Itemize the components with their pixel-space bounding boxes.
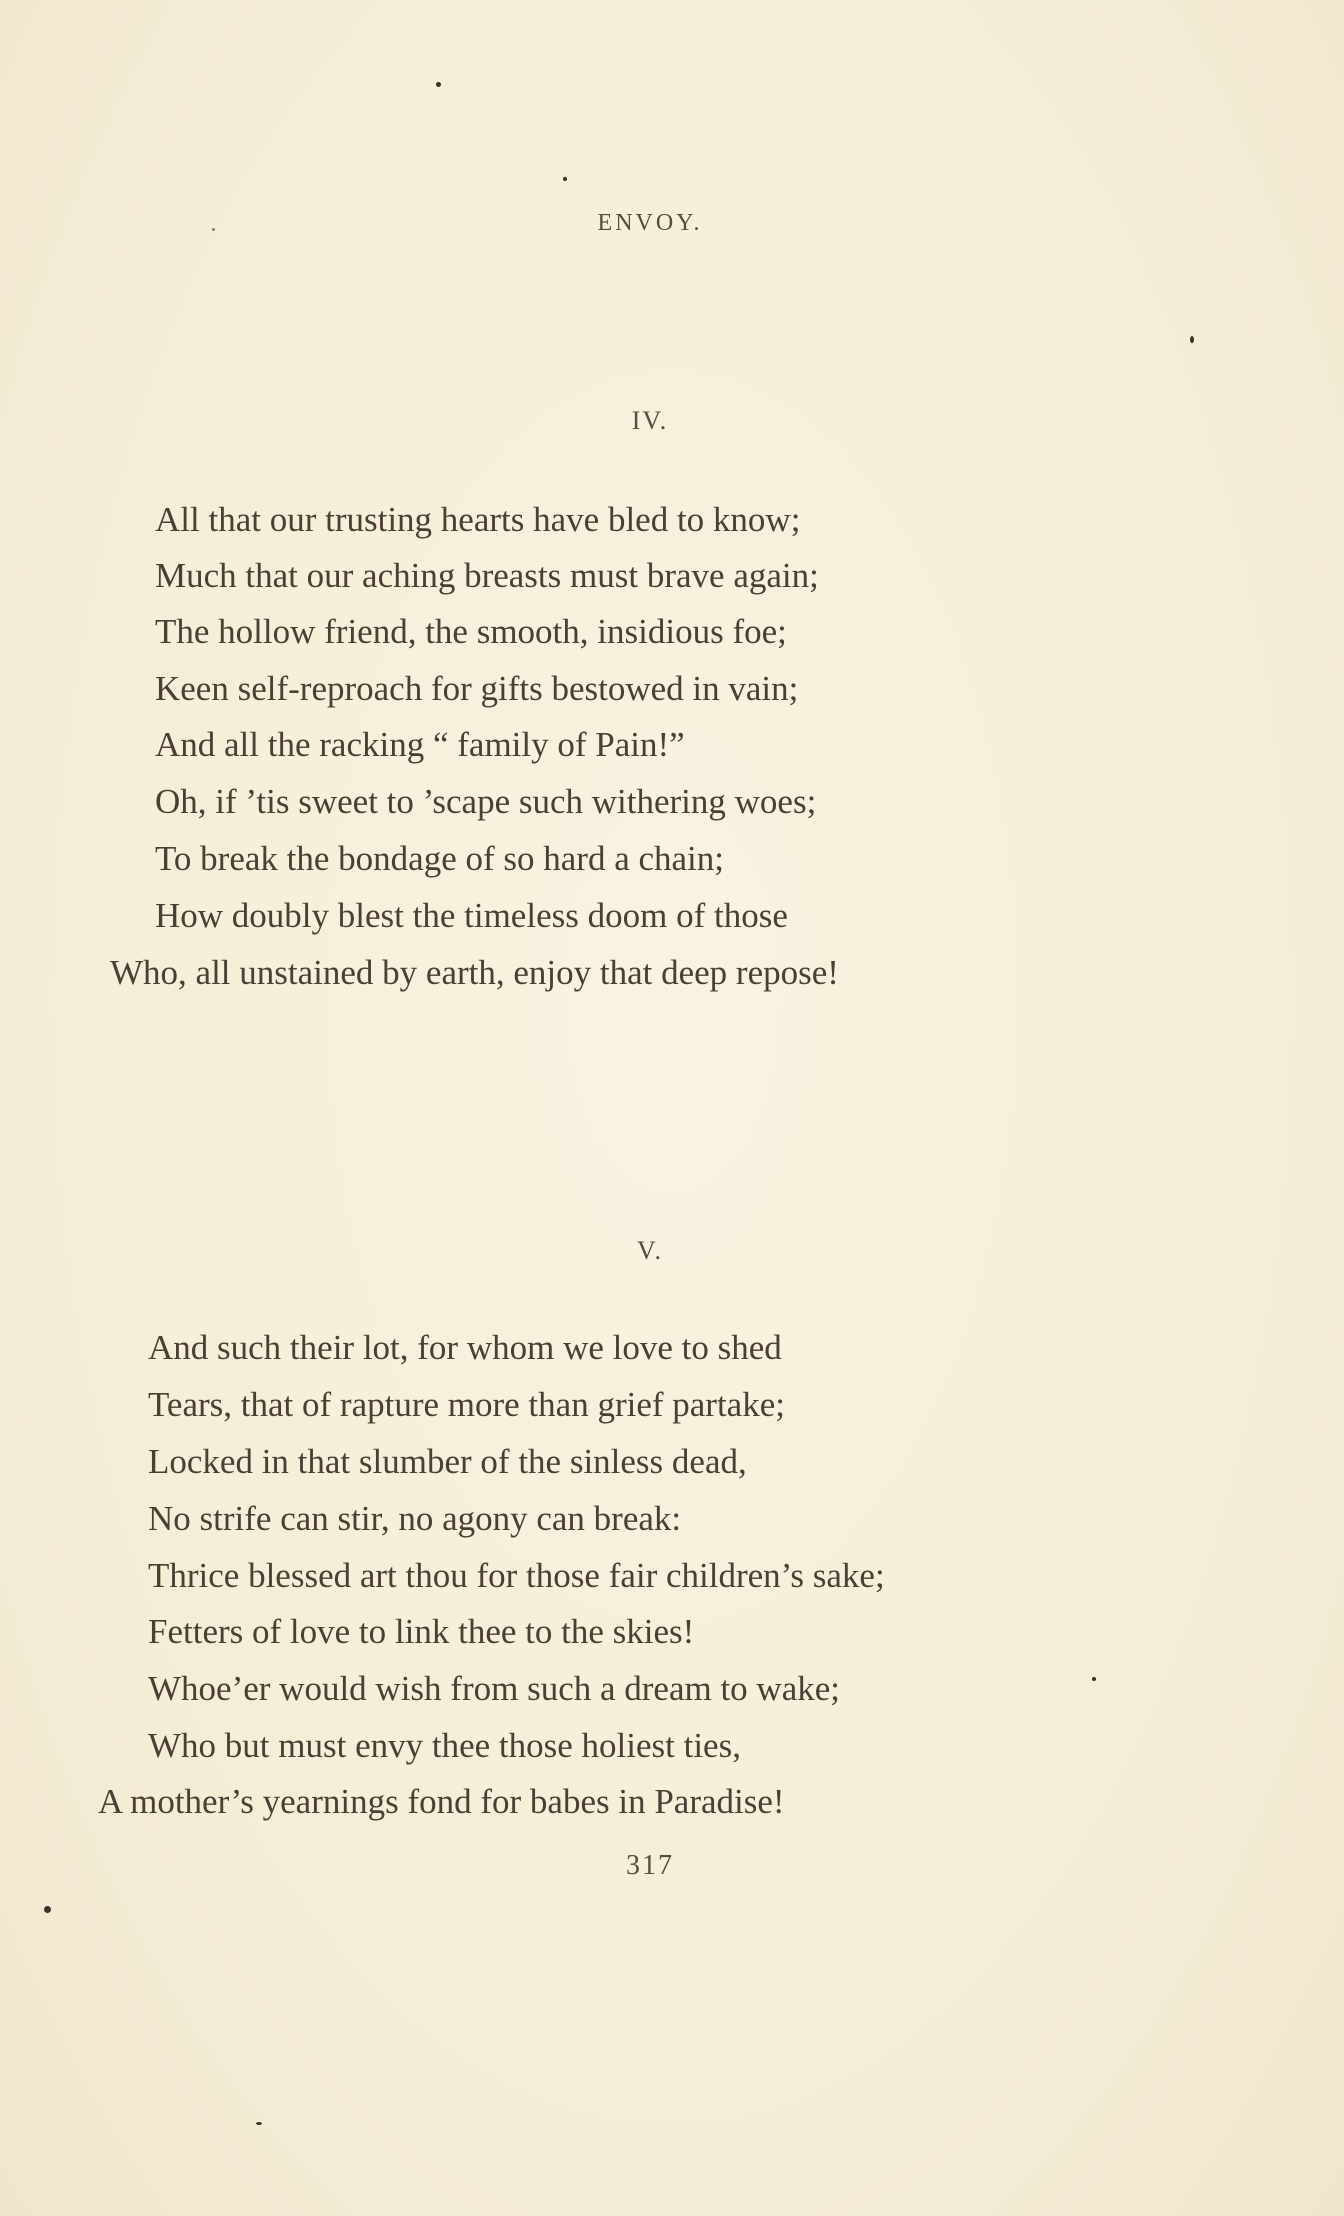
stanza-v-line-4: No strife can stir, no agony can break: — [148, 1499, 682, 1538]
stanza-numeral-iv: IV. — [631, 406, 669, 435]
stanza-iv-line-9: Who, all unstained by earth, enjoy that deep repose! — [110, 953, 839, 992]
stanza-iv-line-1: All that our trusting hearts have bled to know; — [155, 500, 801, 539]
stanza-numeral-v: V. — [637, 1236, 663, 1265]
stanza-iv-line-5: And all the racking “ family of Pain!” — [155, 725, 685, 764]
running-head: ENVOY. — [597, 210, 703, 236]
stanza-iv-line-3: The hollow friend, the smooth, insidious foe; — [155, 612, 787, 651]
stanza-iv-line-8: How doubly blest the timeless doom of those — [155, 896, 788, 935]
paper-speck — [44, 1906, 51, 1913]
stanza-iv-line-4: Keen self-reproach for gifts bestowed in vain; — [155, 669, 799, 708]
stanza-v-line-1: And such their lot, for whom we love to shed — [148, 1328, 782, 1367]
stanza-v-line-3: Locked in that slumber of the sinless dead, — [148, 1442, 747, 1481]
paper-speck — [436, 82, 441, 87]
stanza-v-line-9: A mother’s yearnings fond for babes in Paradise! — [98, 1782, 785, 1821]
stanza-v-line-6: Fetters of love to link thee to the skies! — [148, 1612, 695, 1651]
stanza-iv-line-7: To break the bondage of so hard a chain; — [155, 839, 725, 878]
stanza-iv-line-2: Much that our aching breasts must brave again; — [155, 556, 819, 595]
stanza-v-line-7: Whoe’er would wish from such a dream to wake; — [148, 1669, 841, 1708]
paper-speck — [1092, 1677, 1096, 1681]
stanza-v-line-2: Tears, that of rapture more than grief partake; — [148, 1385, 785, 1424]
stanza-v-line-5: Thrice blessed art thou for those fair children’s sake; — [148, 1556, 885, 1595]
paper-speck — [1190, 336, 1194, 343]
stanza-v-line-8: Who but must envy thee those holiest ties, — [148, 1726, 741, 1765]
paper-speck — [212, 228, 215, 231]
page-number: 317 — [626, 1850, 674, 1881]
paper-speck — [563, 177, 567, 181]
stanza-iv-line-6: Oh, if ’tis sweet to ’scape such withering woes; — [155, 782, 817, 821]
paper-speck — [256, 2122, 262, 2125]
